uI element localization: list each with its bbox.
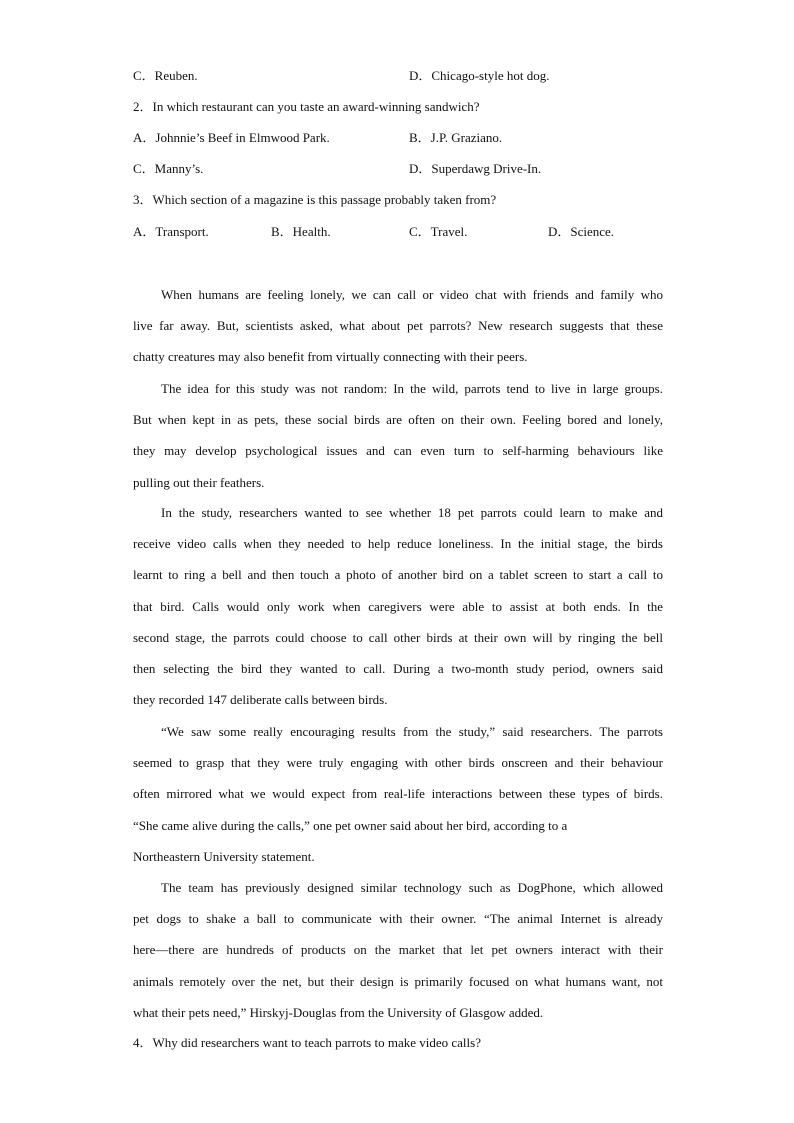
paragraph-line: “We saw some really encouraging results from the study,” said researchers. The parrots: [161, 724, 663, 739]
q1-option-c: C．Reuben.: [133, 68, 198, 83]
paragraph-line: they recorded 147 deliberate calls between birds.: [133, 692, 388, 708]
paragraph-line: The team has previously designed similar technology such as DogPhone, which allowed: [161, 880, 663, 895]
paragraph-line: then selecting the bird they wanted to call. During a two-month study period, owners said: [133, 660, 663, 676]
passage-paragraph-2: [133, 373, 663, 498]
q2-option-d: D．Superdawg Drive-In.: [409, 161, 542, 176]
q2-option-b: B．J.P. Graziano.: [409, 130, 503, 145]
passage-paragraph-1: [133, 279, 663, 373]
passage-paragraph-4: [133, 716, 663, 872]
q3-option-d: D．Science.: [548, 224, 615, 239]
passage-paragraph-3: [133, 497, 663, 715]
paragraph-line: “She came alive during the calls,” one pet owner said about her bird, according to a: [133, 817, 568, 833]
paragraph-line: In the study, researchers wanted to see whether 18 pet parrots could learn to make and: [161, 505, 663, 520]
paragraph-line: often mirrored what we would expect from real-life interactions between these types of birds.: [133, 786, 663, 802]
paragraph-line: what their pets need,” Hirskyj-Douglas from the University of Glasgow added.: [133, 1004, 544, 1020]
paragraph-line: seemed to grasp that they were truly engaging with other birds onscreen and their behaviour: [133, 755, 663, 771]
paragraph-line: learnt to ring a bell and then touch a photo of another bird on a tablet screen to start a call to: [133, 567, 663, 583]
paragraph-line: pet dogs to shake a ball to communicate with their owner. “The animal Internet is already: [133, 911, 663, 927]
q3-stem: 3．Which section of a magazine is this passage probably taken from?: [133, 192, 497, 207]
paragraph-line: receive video calls when they needed to help reduce loneliness. In the initial stage, the birds: [133, 536, 663, 552]
q2-option-c: C．Manny’s.: [133, 161, 204, 176]
paragraph-line: pulling out their feathers.: [133, 474, 265, 490]
paragraph-line: But when kept in as pets, these social birds are often on their own. Feeling bored and lonely,: [133, 412, 663, 428]
paragraph-line: chatty creatures may also benefit from virtually connecting with their peers.: [133, 349, 528, 365]
paragraph-line: second stage, the parrots could choose to call other birds at their own will by ringing the bell: [133, 629, 663, 645]
paragraph-line: When humans are feeling lonely, we can call or video chat with friends and family who: [161, 287, 663, 302]
paragraph-line: that bird. Calls would only work when caregivers were able to assist at both ends. In the: [133, 598, 663, 614]
paragraph-line: The idea for this study was not random: In the wild, parrots tend to live in large groups.: [161, 381, 663, 396]
paragraph-line: they may develop psychological issues and can even turn to self-harming behaviours like: [133, 443, 663, 459]
paragraph-line: live far away. But, scientists asked, what about pet parrots? New research suggests that these: [133, 318, 663, 334]
q2-option-a: A．Johnnie’s Beef in Elmwood Park.: [133, 130, 330, 145]
q3-option-c: C．Travel.: [409, 224, 468, 239]
paragraph-line: here—there are hundreds of products on the market that let pet owners interact with their: [133, 942, 663, 958]
q4-stem: 4．Why did researchers want to teach parrots to make video calls?: [133, 1035, 481, 1050]
q3-option-b: B．Health.: [271, 224, 331, 239]
paragraph-line: animals remotely over the net, but their design is primarily focused on what humans want, not: [133, 973, 663, 989]
q2-stem: 2．In which restaurant can you taste an award-winning sandwich?: [133, 99, 480, 114]
q3-option-a: A．Transport.: [133, 224, 209, 239]
passage-paragraph-5: [133, 872, 663, 1028]
q1-option-d: D．Chicago-style hot dog.: [409, 68, 550, 83]
paragraph-line: Northeastern University statement.: [133, 848, 315, 864]
